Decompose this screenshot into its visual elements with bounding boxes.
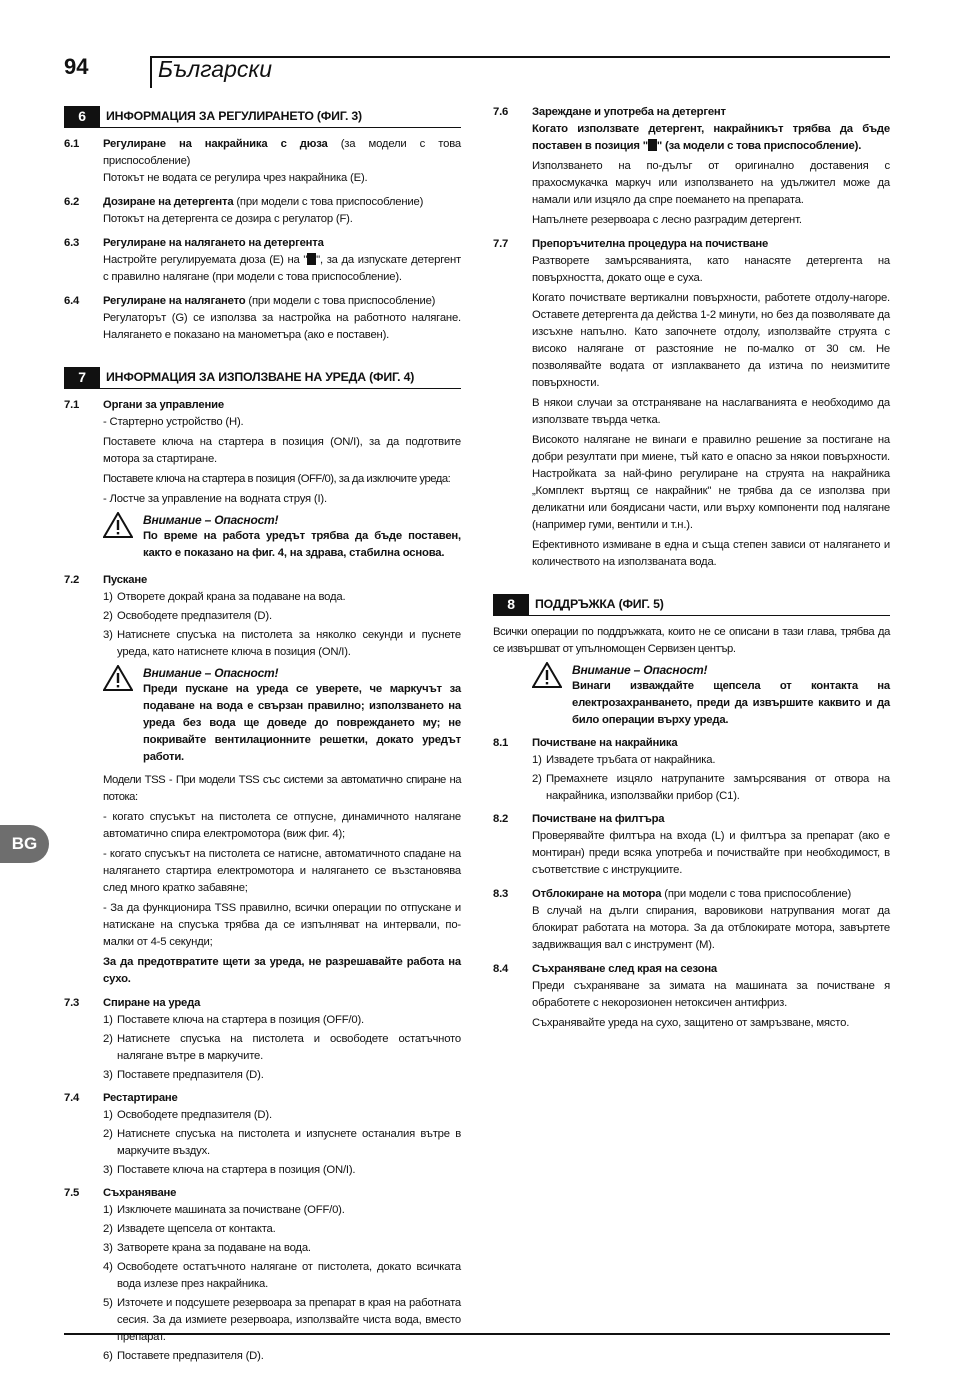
item-7-5 [64,1185,461,1367]
item-number: 8.2 [493,813,509,825]
item-text: Потокът не водата се регулира чрез накрайника (E). [103,172,368,184]
item-bold-b: " (за модели с това приспособление). [656,140,862,152]
item-title: Регулиране на налягането на детергента [103,237,324,249]
right-column [493,104,890,1039]
item-title: Органи за управление [103,399,224,411]
item-7-3 [64,995,461,1086]
item-text: Поставете ключа на стартера в позиция (ON/I), за да подготвите мотора за стартиране. [103,436,461,465]
item-title: Регулиране на налягането [103,295,246,307]
section-8-header [493,594,890,616]
item-8-3 [493,886,890,957]
list-item: 1) Освободете предпазителя (D). [103,1109,272,1121]
item-title: Препоръчителна процедура на почистване [532,238,769,250]
tss-intro: Модели TSS - При модели TSS със системи за автоматично спиране на потока: [103,774,461,803]
warning-box [103,512,461,562]
item-text: Разтворете замърсяванията, като нанасяте детергента на повърхността, докато още е суха. [532,255,890,284]
item-text: Използването на по-дълъг от оригинално доставения с прахосмукачка маркуч или използването на удължител може да намали или изцяло да спре поемането на препарата. [532,160,890,206]
list-item: 4) Освободете остатъчното налягане от пистолета, докато всичката вода излезе през накрайника. [103,1261,461,1290]
item-number: 6.1 [64,138,80,150]
item-number: 6.2 [64,196,80,208]
item-number: 7.1 [64,399,80,411]
list-item: 5) Източете и подсушете резервоара за препарат в края на работната сесия. За да измиете резервоара, използвайте чиста вода, вместо препарат. [103,1297,461,1343]
list-item: 1) Поставете ключа на стартера в позиция (OFF/0). [103,1014,364,1026]
page-number: 94 [64,54,89,79]
list-item: 2) Натиснете спусъка на пистолета и освободете остатъчното налягане вътре в маркучите. [103,1033,461,1062]
section-intro: Всички операции по поддръжката, които не се описани в тази глава, трябва да се извършват от упълномощен Сервизен център. [493,626,890,655]
item-number: 7.5 [64,1187,80,1199]
list-item: 3) Затворете крана за подаване на вода. [103,1242,311,1254]
section-title: ПОДДРЪЖКА (ФИГ. 5) [535,597,664,611]
warning-triangle-icon [532,662,562,688]
item-number: 6.4 [64,295,80,307]
item-number: 7.7 [493,238,509,250]
item-title: Отблокиране на мотора [532,888,662,900]
item-text: Преди съхраняване за зимата на машината за почистване я обработете с некорозионен нетоксичен антифриз. [532,980,890,1009]
item-note: (при модели с това приспособление) [661,888,852,900]
item-number: 8.3 [493,888,509,900]
item-text-a: Настройте регулируемата дюза (E) на " [103,254,308,266]
item-8-1 [493,735,890,807]
item-text: Съхранявайте уреда на сухо, защитено от замръзване, място. [532,1017,850,1029]
header-divider [150,57,152,88]
tss-bullet: - За да функционира TSS правилно, всички операции по отпускане и натискане на спусъка трябва да се изпълняват на интервали, по-малки от 4-5 секунди; [103,902,461,948]
warning-text: Преди пускане на уреда се уверете, че маркучът за подаване на вода е свързан правилно; използването на уреда без вода ще доведе до повреждането му; не покривайте вентилационните решетки, докато уредът работи. [143,683,461,763]
item-7-4 [64,1090,461,1181]
minus-symbol-icon [648,139,657,151]
item-note: (при модели с това приспособление) [233,196,424,208]
list-item: 1) Изключете машината за почистване (OFF/0). [103,1204,345,1216]
item-text: Когато почиствате вертикални повърхности, работете отдолу-нагоре. Оставете детергента да действа 1-2 минути, но без да позволявате да изсъхне напълно. Като започнете отдолу, използвайте струята с високо налягане от разстояние не по-малко от 30 см. Не позволявайте водата от изплакването да изтича по неизмитите повърхности. [532,292,890,389]
item-number: 8.1 [493,737,509,749]
item-text: В случай на дълги спирания, варовикови натрупвания могат да блокират работата на мотора. За да отблокирате мотора, завъртете задвижващия вал с инструмент (M). [532,905,890,951]
item-title: Пускане [103,574,148,586]
item-7-1 [64,397,461,568]
item-text-b: ", за да изпускате детергент с правилно налягане (при модели с това приспособление). [103,254,461,283]
item-6-1 [64,136,461,190]
item-line: - Стартерно устройство (H). [103,416,244,428]
item-title: Рестартиране [103,1092,178,1104]
warning-box [493,662,890,729]
item-title: Дозиране на детергента [103,196,234,208]
list-item: 1) Отворете докрай крана за подаване на вода. [103,591,346,603]
item-title: Регулиране на накрайника с дюза [103,138,328,150]
item-number: 7.4 [64,1092,80,1104]
warning-title: Внимание – Опасност! [572,663,708,677]
list-item: 3) Натиснете спусъка на пистолета за няколко секунди и пуснете уреда, като натиснете ключа в позиция (ON/I). [103,629,461,658]
item-6-2 [64,194,461,231]
section-title: ИНФОРМАЦИЯ ЗА ИЗПОЛЗВАНЕ НА УРЕДА (ФИГ. 4) [106,370,415,384]
left-column [64,104,461,1371]
warning-title: Внимание – Опасност! [143,666,279,680]
item-text: Напълнете резервоара с лесно разградим детергент. [532,214,802,226]
item-6-4 [64,293,461,347]
item-8-2 [493,811,890,882]
tss-warning: За да предотвратите щети за уреда, не разрешавайте работа на сухо. [103,956,461,985]
section-7-header [64,367,461,389]
item-note: (при модели с това приспособление) [245,295,436,307]
list-item: 2) Извадете щепсела от контакта. [103,1223,276,1235]
item-text: Ефективното измиване в една и съща степен зависи от налягането и количеството на използваната вода. [532,539,890,568]
tss-bullet: - когато спусъкът на пистолета се отпусне, динамичното налягане автоматично спира електромотора (виж фиг. 4); [103,811,461,840]
item-number: 7.2 [64,574,80,586]
language-tab [0,825,49,863]
item-text: Регулаторът (G) се използва за настройка на работното налягане. Налягането е показано на манометъра (ако е поставен). [103,312,461,341]
item-number: 7.3 [64,997,80,1009]
language-tab-label: BG [11,834,38,853]
item-6-3 [64,235,461,289]
item-number: 6.3 [64,237,80,249]
section-number: 7 [64,367,100,388]
item-number: 7.6 [493,106,509,118]
section-title: ИНФОРМАЦИЯ ЗА РЕГУЛИРАНЕТО (ФИГ. 3) [106,109,362,123]
item-title: Съхраняване [103,1187,177,1199]
item-text: Потокът на детергента се дозира с регулатор (F). [103,213,353,225]
minus-symbol-icon [307,253,316,265]
list-item: 2) Освободете предпазителя (D). [103,610,272,622]
section-number: 6 [64,106,100,127]
item-7-2 [64,572,461,991]
list-item: 2) Премахнете изцяло натрупаните замърсявания от отвора на накрайника, използвайки прибор (C1). [532,773,890,802]
list-item: 6) Поставете предпазителя (D). [103,1350,264,1362]
item-title: Спиране на уреда [103,997,201,1009]
language-title: Български [158,56,273,82]
warning-box [103,665,461,766]
item-text: В някои случаи за отстраняване на наслагванията е необходимо да използвате твърда четка. [532,397,890,426]
tss-bullet: - когато спусъкът на пистолета се натисне, автоматичното спадане на налягането стартира електромотора и налягането се възстановява след много кратко забавяне; [103,848,461,894]
section-6-header [64,106,461,128]
list-item: 3) Поставете предпазителя (D). [103,1069,264,1081]
item-7-6 [493,104,890,232]
item-note: (за модели с това приспособление) [103,138,461,167]
warning-text: По време на работа уредът трябва да бъде поставен, както е показано на фиг. 4, на здрава, стабилна основа. [143,530,461,559]
list-item: 3) Поставете ключа на стартера в позиция (ON/I). [103,1164,356,1176]
item-bold-a: Когато използвате детергент, накрайникът трябва да бъде поставен в позиция " [532,123,890,152]
warning-text: Винаги изваждайте щепсела от контакта на електрозахранването, преди да извършите каквито и да било операции върху уреда. [572,680,890,726]
item-title: Почистване на филтъра [532,813,665,825]
list-item: 1) Извадете тръбата от накрайника. [532,754,716,766]
item-number: 8.4 [493,963,509,975]
item-title: Зареждане и употреба на детергент [532,106,726,118]
warning-triangle-icon [103,665,133,691]
list-item: 2) Натиснете спусъка на пистолета и изпуснете останалия вътре в маркучите въздух. [103,1128,461,1157]
warning-title: Внимание – Опасност! [143,513,279,527]
item-7-7 [493,236,890,574]
item-title: Почистване на накрайника [532,737,678,749]
item-8-4 [493,961,890,1035]
item-title: Съхраняване след края на сезона [532,963,718,975]
item-text: Поставете ключа на стартера в позиция (OFF/0), за да изключите уреда: [103,473,451,485]
item-text: Високото налягане не винаги е правилно решение за постигане на добри резултати при миене, тъй като е опасно за някои повърхности. Настройката за най-фино регулиране на струята на накрайника „Комплект въртящ се накрайник" не трябва да се използва при деликатни или боядисани части, или върху компоненти под налягане (например гуми, вентили и т.н.). [532,434,890,531]
item-line: - Лостче за управление на водната струя (I). [103,493,327,505]
section-number: 8 [493,594,529,615]
item-text: Проверявайте филтъра на входа (L) и филтъра за препарат (ако е монтиран) преди всяка употреба и почиствайте при необходимост, в съответствие с инструкциите. [532,830,890,876]
warning-triangle-icon [103,512,133,538]
